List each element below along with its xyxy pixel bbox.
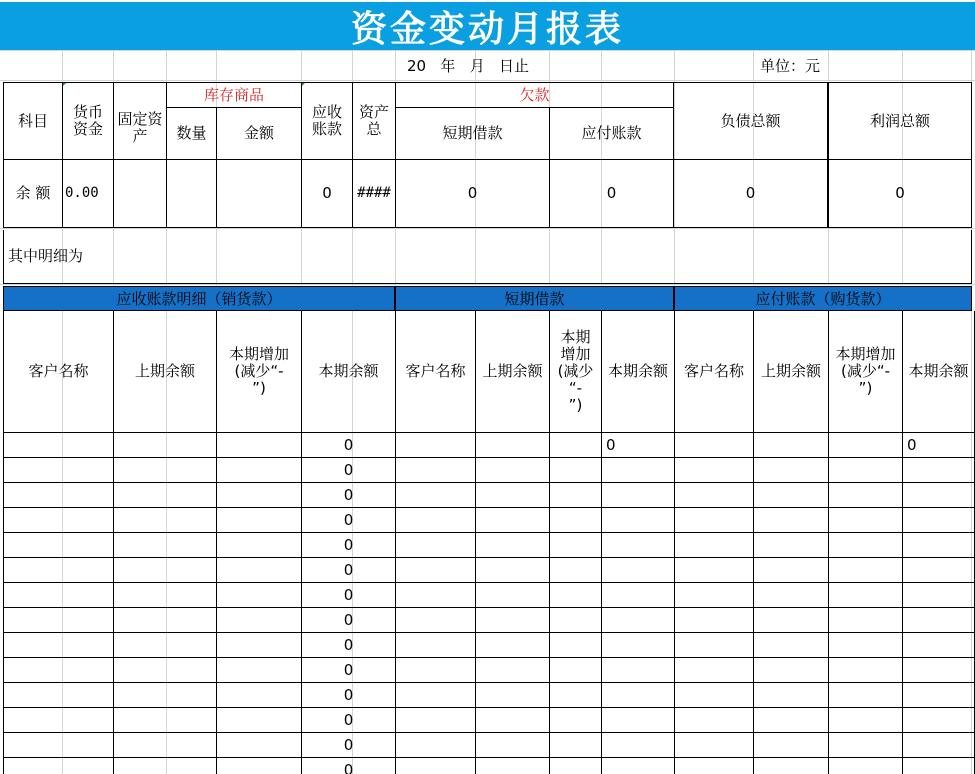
table-cell[interactable] [828,658,902,683]
table-cell[interactable] [902,758,975,774]
table-cell[interactable] [3,758,113,774]
qty-value [166,160,216,228]
table-cell[interactable] [113,458,216,483]
table-cell[interactable] [395,608,475,633]
table-cell[interactable] [395,658,475,683]
table-cell[interactable] [549,758,601,774]
loan-col-increase: 本期 增加 (减少 “- ”) [549,311,601,433]
table-cell[interactable] [674,558,753,583]
table-cell[interactable] [3,533,113,558]
receivable-current-balance[interactable]: 0 [301,558,395,583]
table-cell[interactable] [601,733,674,758]
table-cell[interactable] [601,633,674,658]
table-cell[interactable] [828,433,902,458]
detail-intro: 其中明细为 [3,230,972,284]
table-cell[interactable] [674,608,753,633]
table-cell[interactable] [753,558,828,583]
table-cell[interactable] [601,533,674,558]
payable-col-customer: 客户名称 [674,311,753,433]
table-cell[interactable] [902,733,975,758]
table-cell[interactable] [3,608,113,633]
table-cell[interactable] [753,533,828,558]
table-cell[interactable] [113,658,216,683]
table-cell[interactable] [113,633,216,658]
table-cell[interactable] [216,633,301,658]
table-cell[interactable] [216,708,301,733]
receivable-col-prev: 上期余额 [113,311,216,433]
table-cell[interactable] [601,658,674,683]
loan-col-prev: 上期余额 [475,311,549,433]
table-cell[interactable] [601,458,674,483]
table-cell[interactable] [828,708,902,733]
table-cell[interactable] [902,683,975,708]
table-cell[interactable] [549,583,601,608]
table-cell[interactable] [902,558,975,583]
table-cell[interactable] [674,533,753,558]
table-cell[interactable] [395,733,475,758]
table-cell[interactable] [902,633,975,658]
table-cell[interactable] [475,633,549,658]
table-cell[interactable] [216,508,301,533]
table-cell[interactable] [113,733,216,758]
unit-label: 单位：元 [759,56,820,75]
table-cell[interactable] [753,583,828,608]
table-cell[interactable] [549,683,601,708]
table-cell[interactable] [3,733,113,758]
cash-value: 0.00 [62,160,113,228]
table-cell[interactable] [601,508,674,533]
table-cell[interactable] [475,733,549,758]
table-cell[interactable] [216,658,301,683]
table-cell[interactable] [674,683,753,708]
table-cell[interactable] [3,458,113,483]
table-cell[interactable] [828,608,902,633]
table-cell[interactable] [601,483,674,508]
table-cell[interactable] [902,483,975,508]
total-profit-header: 利润总额 [828,82,972,160]
table-cell[interactable] [549,433,601,458]
table-cell[interactable] [674,433,753,458]
receivable-col-customer: 客户名称 [3,311,113,433]
fixed-assets-value [113,160,166,228]
table-cell[interactable] [549,458,601,483]
table-cell[interactable] [3,658,113,683]
receivable-current-balance[interactable]: 0 [301,733,395,758]
table-cell[interactable] [3,583,113,608]
table-cell[interactable] [395,508,475,533]
loan-current-balance[interactable]: 0 [601,433,674,458]
table-cell[interactable] [549,608,601,633]
receivable-detail-header: 应收账款明细（销货款） [3,286,395,311]
table-cell[interactable] [216,433,301,458]
short-loan-value: 0 [395,160,549,228]
table-cell[interactable] [549,733,601,758]
table-cell[interactable] [475,608,549,633]
table-cell[interactable] [113,533,216,558]
subject-header: 科目 [3,82,62,160]
payable-col-prev: 上期余额 [753,311,828,433]
receivable-current-balance[interactable]: 0 [301,483,395,508]
receivable-header: 应收 账款 [301,82,352,160]
table-cell[interactable] [601,608,674,633]
table-cell[interactable] [674,708,753,733]
table-cell[interactable] [395,583,475,608]
title-bar [0,2,975,50]
table-cell[interactable] [674,458,753,483]
table-cell[interactable] [549,708,601,733]
grid-hline [0,228,975,229]
fixed-assets-header: 固定资产 [113,82,166,160]
table-cell[interactable] [3,508,113,533]
total-liabilities-value: 0 [674,160,828,228]
table-cell[interactable] [475,708,549,733]
table-cell[interactable] [674,483,753,508]
table-cell[interactable] [113,433,216,458]
table-cell[interactable] [549,633,601,658]
receivable-current-balance[interactable]: 0 [301,758,395,774]
short-loan-detail-header: 短期借款 [395,286,674,311]
table-cell[interactable] [475,533,549,558]
table-cell[interactable] [395,483,475,508]
amount-value [216,160,301,228]
payable-header: 应付账款 [549,108,674,160]
table-cell[interactable] [902,658,975,683]
table-cell[interactable] [828,533,902,558]
table-cell[interactable] [674,733,753,758]
table-cell[interactable] [216,583,301,608]
table-cell[interactable] [113,758,216,774]
table-cell[interactable] [475,508,549,533]
table-cell[interactable] [475,433,549,458]
table-cell[interactable] [828,508,902,533]
table-cell[interactable] [475,483,549,508]
table-cell[interactable] [3,483,113,508]
table-cell[interactable] [113,608,216,633]
table-cell[interactable] [753,508,828,533]
table-cell[interactable] [674,658,753,683]
table-cell[interactable] [395,683,475,708]
table-cell[interactable] [395,458,475,483]
receivable-current-balance[interactable]: 0 [301,658,395,683]
table-cell[interactable] [828,458,902,483]
table-cell[interactable] [674,583,753,608]
table-cell[interactable] [113,558,216,583]
table-cell[interactable] [753,483,828,508]
table-cell[interactable] [395,633,475,658]
total-assets-header: 资产总 [352,82,395,160]
inventory-header: 库存商品 [166,82,301,108]
receivable-current-balance[interactable]: 0 [301,433,395,458]
table-cell[interactable] [549,508,601,533]
table-cell[interactable] [395,708,475,733]
table-cell[interactable] [3,633,113,658]
table-cell[interactable] [753,433,828,458]
table-cell[interactable] [601,583,674,608]
table-cell[interactable] [902,608,975,633]
amount-header: 金额 [216,108,301,160]
table-cell[interactable] [601,708,674,733]
table-cell[interactable] [828,733,902,758]
table-cell[interactable] [902,508,975,533]
table-cell[interactable] [3,683,113,708]
payable-col-current: 本期余额 [902,311,975,433]
table-cell[interactable] [395,433,475,458]
receivable-current-balance[interactable]: 0 [301,633,395,658]
table-cell[interactable] [753,733,828,758]
table-cell[interactable] [113,508,216,533]
table-cell[interactable] [216,458,301,483]
cash-header: 货币 资金 [62,82,113,160]
table-cell[interactable] [753,458,828,483]
table-cell[interactable] [3,558,113,583]
receivable-current-balance[interactable]: 0 [301,458,395,483]
table-cell[interactable] [113,683,216,708]
table-cell[interactable] [113,708,216,733]
receivable-col-increase: 本期增加 (减少“- ”) [216,311,301,433]
table-cell[interactable] [216,483,301,508]
payable-col-increase: 本期增加 (减少“- ”) [828,311,902,433]
receivable-current-balance[interactable]: 0 [301,533,395,558]
table-cell[interactable] [828,758,902,774]
loan-col-current: 本期余额 [601,311,674,433]
table-cell[interactable] [753,633,828,658]
table-cell[interactable] [902,533,975,558]
table-cell[interactable] [395,758,475,774]
table-cell[interactable] [753,683,828,708]
date-line: 20 年 月 日止 [407,56,529,75]
receivable-value: 0 [301,160,352,228]
table-cell[interactable] [601,683,674,708]
grid-hline [0,80,975,81]
table-cell[interactable] [216,733,301,758]
total-liabilities-header: 负债总额 [674,82,828,160]
table-cell[interactable] [753,658,828,683]
table-cell[interactable] [216,683,301,708]
table-cell[interactable] [753,608,828,633]
table-cell[interactable] [549,558,601,583]
table-cell[interactable] [902,708,975,733]
table-cell[interactable] [113,483,216,508]
table-cell[interactable] [216,558,301,583]
table-cell[interactable] [753,758,828,774]
receivable-current-balance[interactable]: 0 [301,683,395,708]
table-cell[interactable] [601,758,674,774]
table-cell[interactable] [216,758,301,774]
qty-header: 数量 [166,108,216,160]
table-cell[interactable] [828,583,902,608]
receivable-current-balance[interactable]: 0 [301,608,395,633]
table-cell[interactable] [3,708,113,733]
table-cell[interactable] [902,458,975,483]
table-cell[interactable] [828,483,902,508]
grid-hline [0,284,975,285]
table-cell[interactable] [216,533,301,558]
table-cell[interactable] [3,433,113,458]
table-cell[interactable] [549,533,601,558]
receivable-current-balance[interactable]: 0 [301,508,395,533]
report-title: 资金变动月报表 [350,7,624,50]
balance-label: 余 额 [3,160,62,228]
table-cell[interactable] [674,758,753,774]
payable-detail-header: 应付账款（购货款） [674,286,972,311]
table-cell[interactable] [475,758,549,774]
table-cell[interactable] [549,658,601,683]
loan-col-customer: 客户名称 [395,311,475,433]
table-cell[interactable] [674,633,753,658]
total-assets-value: #### [352,160,395,228]
table-cell[interactable] [828,683,902,708]
table-cell[interactable] [216,608,301,633]
table-cell[interactable] [475,658,549,683]
table-cell[interactable] [475,558,549,583]
owed-header: 欠款 [395,82,674,108]
table-cell[interactable] [395,533,475,558]
receivable-current-balance[interactable]: 0 [301,583,395,608]
receivable-col-current: 本期余额 [301,311,395,433]
payable-value: 0 [549,160,674,228]
short-loan-header: 短期借款 [395,108,549,160]
table-cell[interactable] [753,708,828,733]
table-cell[interactable] [828,633,902,658]
total-profit-value: 0 [828,160,972,228]
table-cell[interactable] [828,558,902,583]
table-cell[interactable] [549,483,601,508]
table-cell[interactable] [902,583,975,608]
receivable-current-balance[interactable]: 0 [301,708,395,733]
table-cell[interactable] [475,583,549,608]
table-cell[interactable] [395,558,475,583]
table-cell[interactable] [475,683,549,708]
table-cell[interactable] [113,583,216,608]
table-cell[interactable] [475,458,549,483]
table-cell[interactable] [674,508,753,533]
table-cell[interactable] [601,558,674,583]
payable-current-balance[interactable]: 0 [902,433,975,458]
